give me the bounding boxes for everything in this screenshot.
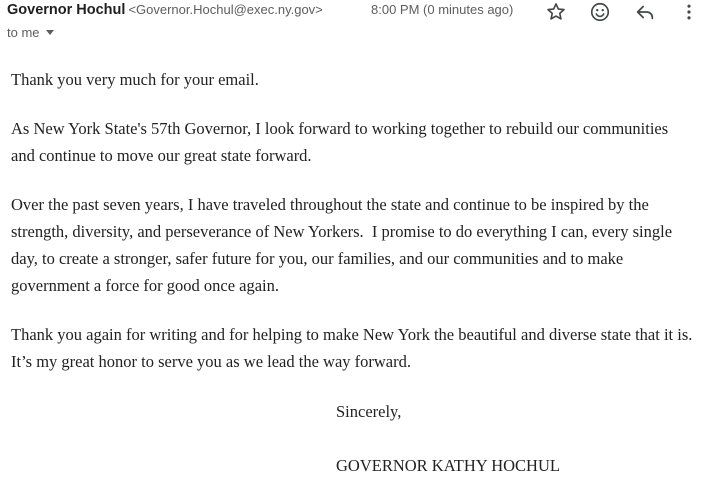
message-paragraph: Over the past seven years, I have traveled throughout the state and continue to be inspired by the strength, diversity, and perseverance of New Yorkers. I promise to do everything I can, every single day, to create a stronger, safer future for you, our families, and our communities and to make government a force for good once again. bbox=[11, 195, 677, 295]
sender-line bbox=[7, 1, 323, 19]
star-button[interactable] bbox=[544, 0, 568, 24]
message-paragraph: As New York State's 57th Governor, I look forward to working together to rebuild our communities and continue to move our great state forward. bbox=[11, 119, 673, 165]
star-icon bbox=[545, 1, 567, 23]
signature: GOVERNOR KATHY HOCHUL bbox=[336, 456, 560, 475]
more-vert-icon bbox=[679, 2, 699, 22]
closing-line: Sincerely, bbox=[336, 402, 402, 421]
reply-button[interactable] bbox=[633, 0, 657, 24]
recipient-label: to me bbox=[7, 25, 40, 40]
more-options-button[interactable] bbox=[677, 0, 701, 24]
message-header bbox=[0, 0, 701, 48]
message-body bbox=[11, 66, 701, 397]
add-reaction-button[interactable] bbox=[588, 0, 612, 24]
emoji-icon bbox=[589, 1, 611, 23]
reply-icon bbox=[634, 1, 656, 23]
message-paragraph: Thank you again for writing and for helping to make New York the beautiful and diverse state that it is. It’s my great honor to serve you as we lead the way forward. bbox=[11, 325, 701, 371]
sender-email: <Governor.Hochul@exec.ny.gov> bbox=[128, 2, 323, 17]
recipient-dropdown[interactable] bbox=[7, 25, 54, 40]
message-paragraph: Thank you very much for your email. bbox=[11, 70, 259, 89]
timestamp: 8:00 PM (0 minutes ago) bbox=[371, 2, 514, 17]
sender-name[interactable]: Governor Hochul bbox=[7, 2, 126, 18]
caret-down-icon bbox=[46, 30, 54, 35]
